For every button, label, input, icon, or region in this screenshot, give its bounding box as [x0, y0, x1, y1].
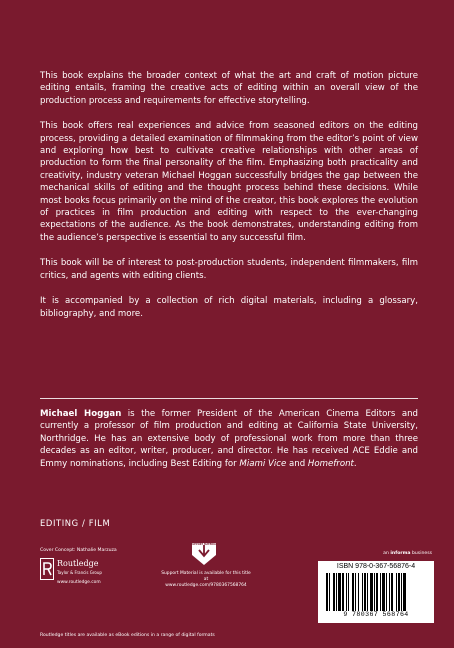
description-paragraph-4: It is accompanied by a collection of rich digital materials, including a glossary, bibliography, and more.	[40, 296, 418, 319]
barcode-bar	[376, 573, 378, 611]
support-material-icon	[190, 541, 218, 567]
publisher-group: Taylor & Francis Group	[57, 570, 102, 575]
barcode-bar	[364, 573, 366, 611]
divider	[40, 398, 418, 399]
description-paragraph-1: This book explains the broader context of what the art and craft of motion picture editing entails, framing the creative acts of editing within an overall view of the production process and requirements for effective storytelling.	[40, 71, 418, 106]
cover-concept-credit: Cover Concept: Nathalie Marzuza	[40, 548, 117, 553]
bio-text-3: .	[353, 458, 357, 469]
barcode-bar	[329, 573, 330, 611]
publisher-url: www.routledge.com	[57, 580, 101, 585]
barcode-bar	[348, 573, 349, 611]
isbn-label: ISBN 978-0-367-56876-4	[336, 563, 416, 570]
support-badge-label: SUPPORT MATERIAL	[190, 543, 218, 547]
barcode-bar	[403, 573, 406, 611]
author-bio	[40, 408, 418, 470]
barcode-bar	[355, 573, 356, 611]
informa-tagline	[383, 551, 432, 556]
barcode-bar	[380, 573, 381, 611]
bio-text-1: is the former President of the American Cinema Editors and currently a professor of film production and editing at California State University, Northridge. He has an extensive body of professional work from more than three decades as an editor, writer, producer, and director. He has received ACE Eddie and Emmy nominations, including Best Editing for	[40, 409, 418, 469]
barcode-bar	[336, 573, 337, 611]
routledge-r-icon	[40, 558, 54, 580]
bio-title-2: Homefront	[307, 458, 354, 469]
barcode-bar	[346, 573, 347, 611]
subject-category: EDITING / FILM	[40, 518, 111, 528]
barcode-bar	[333, 573, 335, 611]
description	[40, 70, 418, 333]
description-paragraph-2: This book offers real experiences and advice from seasoned editors on the editing process, providing a detailed examination of filmmaking from the editor’s point of view and exploring how best to cultivate creative relationships with other areas of production to form the final personality of the film. Emphasizing both practicality and creativity, industry veteran Michael Hoggan successfully bridges the gap between the mechanical skills of editing and the thought process behind these decisions. While most books focus primarily on the mind of the creator, this book explores the evolution of practices in film production and editing with respect to the ever-changing expectations of the audience. As the book demonstrates, understanding editing from the audience’s perspective is essential to any successful film.	[40, 121, 418, 243]
support-line-2: www.routledge.com/9780367568764	[165, 583, 247, 588]
barcode-bar	[358, 573, 359, 611]
barcode-bar	[382, 573, 385, 611]
author-name: Michael Hoggan	[40, 409, 122, 419]
description-paragraph-3: This book will be of interest to post-production students, independent filmmakers, film critics, and agents with editing clients.	[40, 258, 418, 281]
barcode-bar	[374, 573, 375, 611]
barcode-bar	[398, 573, 400, 611]
support-material-note	[160, 571, 252, 589]
barcode-bar	[367, 573, 368, 611]
informa-suffix: business	[410, 551, 432, 556]
barcode-bar	[352, 573, 354, 611]
support-line-1: Support Material is available for this title at	[161, 571, 251, 582]
barcode-bar	[396, 573, 397, 611]
barcode-bar	[389, 573, 390, 611]
barcode-bar	[370, 573, 373, 611]
barcode-bar	[401, 573, 402, 611]
publisher-name: Routledge	[57, 559, 99, 568]
isbn-barcode	[318, 561, 434, 623]
bio-title-1: Miami Vice	[239, 458, 287, 469]
informa-brand: informa	[390, 551, 411, 556]
barcode-bars	[326, 573, 430, 611]
publisher-logo	[40, 556, 110, 590]
barcode-bar	[362, 573, 363, 611]
barcode-bar	[326, 573, 328, 611]
barcode-bar	[338, 573, 341, 611]
barcode-bar	[391, 573, 393, 611]
barcode-digits: 9 780367 568764	[343, 611, 409, 618]
informa-prefix: an	[383, 551, 391, 556]
barcode-bar	[342, 573, 344, 611]
barcode-bar	[386, 573, 387, 611]
ebook-note: Routledge titles are available as eBook editions in a range of digital formats	[40, 633, 215, 638]
bio-text-2: and	[286, 458, 308, 469]
